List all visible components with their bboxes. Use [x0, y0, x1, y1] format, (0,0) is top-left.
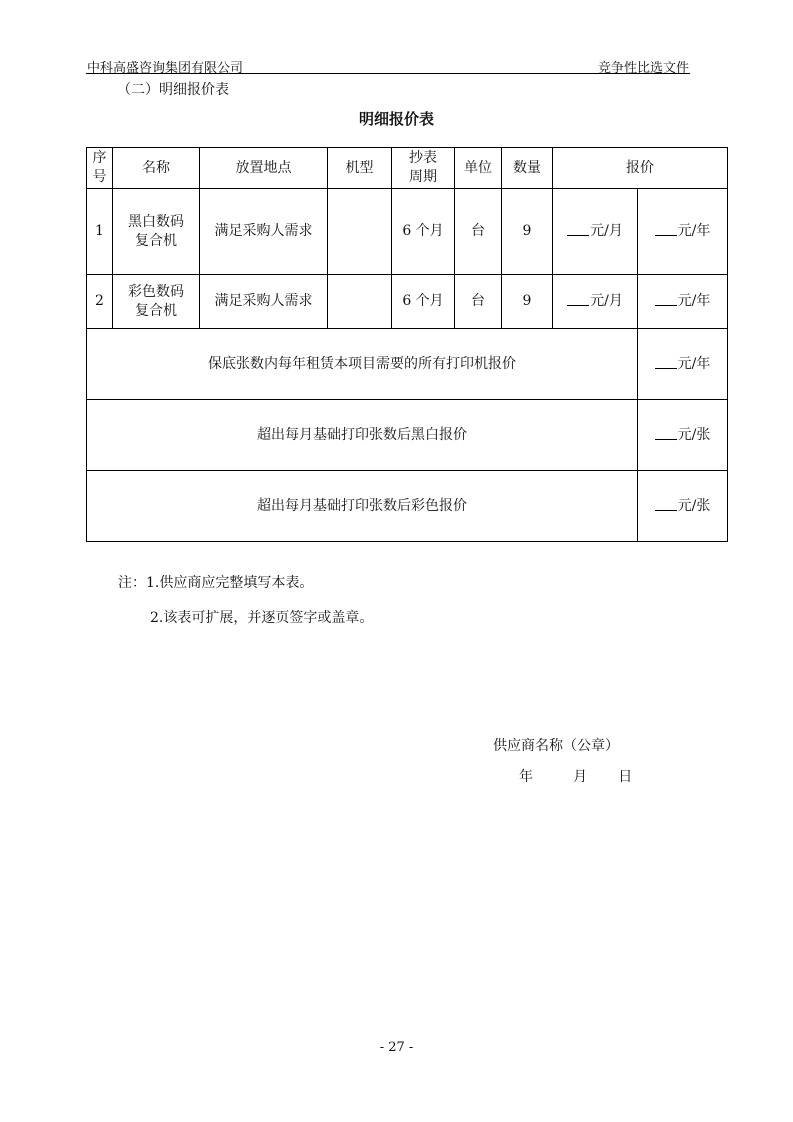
col-location: 放置地点	[200, 148, 328, 189]
table-header-row	[87, 148, 728, 189]
row-price-year: 元/年	[638, 275, 728, 329]
summary-price: 元/张	[638, 400, 728, 471]
summary-row	[87, 471, 728, 542]
row-location: 满足采购人需求	[200, 189, 328, 275]
col-unit: 单位	[455, 148, 502, 189]
summary-label: 超出每月基础打印张数后黑白报价	[87, 400, 638, 471]
row-qty: 9	[502, 275, 553, 329]
col-seq: 序 号	[87, 148, 113, 189]
summary-row	[87, 400, 728, 471]
page-number: - 27 -	[379, 1040, 414, 1055]
row-name: 黑白数码 复合机	[113, 189, 200, 275]
row-seq: 2	[87, 275, 113, 329]
col-qty: 数量	[502, 148, 553, 189]
note-2: 2.该表可扩展，并逐页签字或盖章。	[150, 610, 374, 626]
row-unit: 台	[455, 275, 502, 329]
summary-price: 元/年	[638, 329, 728, 400]
row-location: 满足采购人需求	[200, 275, 328, 329]
row-qty: 9	[502, 189, 553, 275]
table-row	[87, 275, 728, 329]
quotation-table	[86, 147, 728, 542]
row-model	[328, 275, 392, 329]
supplier-signature: 供应商名称（公章）	[493, 738, 619, 754]
row-period: 6 个月	[392, 275, 455, 329]
col-period: 抄表 周期	[392, 148, 455, 189]
row-model	[328, 189, 392, 275]
col-model: 机型	[328, 148, 392, 189]
table-row	[87, 189, 728, 275]
col-name: 名称	[113, 148, 200, 189]
row-price-month: 元/月	[553, 189, 638, 275]
row-period: 6 个月	[392, 189, 455, 275]
row-price-year: 元/年	[638, 189, 728, 275]
summary-label: 超出每月基础打印张数后彩色报价	[87, 471, 638, 542]
row-unit: 台	[455, 189, 502, 275]
header-company: 中科高盛咨询集团有限公司	[87, 61, 244, 76]
summary-label: 保底张数内每年租赁本项目需要的所有打印机报价	[87, 329, 638, 400]
summary-price: 元/张	[638, 471, 728, 542]
section-heading: （二）明细报价表	[117, 82, 229, 98]
note-1: 注：1.供应商应完整填写本表。	[118, 575, 314, 591]
col-price: 报价	[553, 148, 728, 189]
row-price-month: 元/月	[553, 275, 638, 329]
header-divider	[86, 73, 690, 74]
row-seq: 1	[87, 189, 113, 275]
summary-row	[87, 329, 728, 400]
table-title: 明细报价表	[358, 110, 434, 128]
row-name: 彩色数码 复合机	[113, 275, 200, 329]
signature-date: 年 月 日	[519, 769, 633, 785]
header-doc-type: 竞争性比选文件	[597, 61, 689, 76]
